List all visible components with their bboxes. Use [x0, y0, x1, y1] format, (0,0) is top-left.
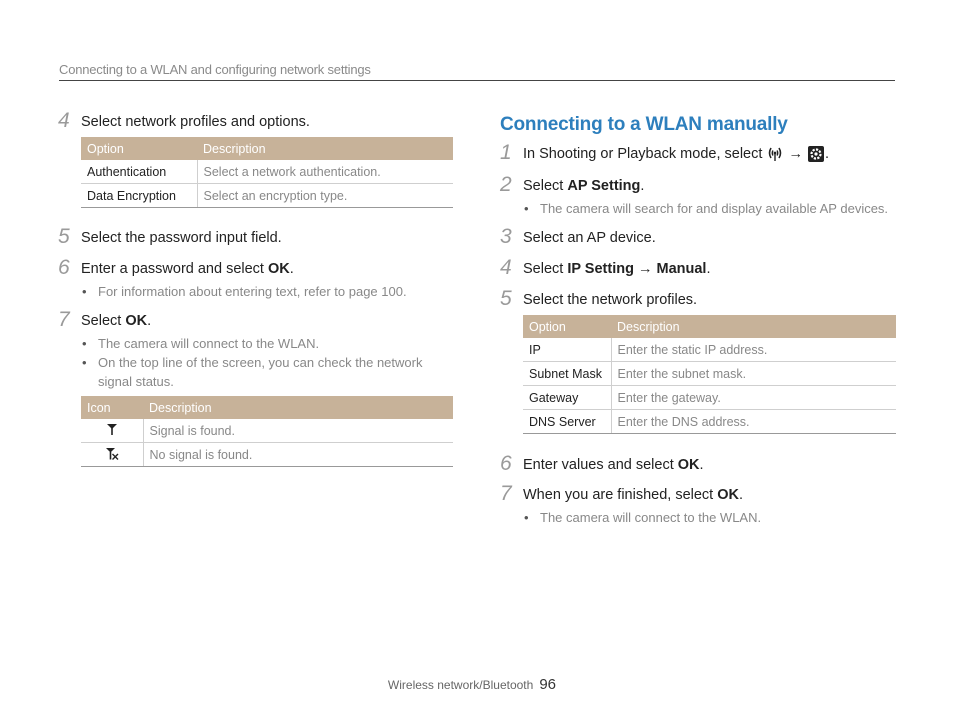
step-text: Select IP Setting → Manual.: [523, 261, 711, 277]
option-cell: IP: [523, 338, 611, 362]
step-4-right: [500, 256, 896, 279]
table-row: [81, 419, 453, 443]
step-1-right: [500, 141, 896, 164]
option-cell: DNS Server: [523, 410, 611, 434]
running-header: Connecting to a WLAN and configuring network settings: [59, 62, 371, 77]
step-number: 2: [500, 173, 512, 196]
step-number: 1: [500, 141, 512, 164]
option-cell: Authentication: [81, 160, 197, 184]
step-5-right: [500, 287, 896, 310]
column-header: Icon: [81, 396, 143, 419]
description-cell: Enter the gateway.: [611, 386, 896, 410]
table-row: [81, 443, 453, 467]
step-text: Select an AP device.: [523, 230, 656, 246]
step-number: 5: [58, 225, 70, 248]
list-item: • The camera will connect to the WLAN.: [82, 336, 320, 351]
step-text: Enter values and select OK.: [523, 457, 704, 473]
step-text: Enter a password and select OK.: [81, 261, 294, 277]
step-text: Select the network profiles.: [523, 292, 698, 308]
step-7-left: [58, 308, 454, 391]
step-text: Select network profiles and options.: [81, 114, 310, 130]
description-cell: Enter the static IP address.: [611, 338, 896, 362]
signal-found-icon: [106, 423, 118, 435]
table-row: [81, 160, 453, 184]
network-profile-table: [523, 315, 896, 434]
list-item: • The camera will search for and display available AP devices.: [524, 201, 889, 216]
column-header: Description: [611, 315, 896, 338]
step-number: 4: [58, 109, 70, 132]
bullet-list: [523, 508, 896, 527]
step-text: In Shooting or Playback mode, select → .: [523, 146, 830, 162]
step-4-left: [58, 109, 454, 132]
step-5-left: [58, 225, 454, 248]
list-item: • For information about entering text, refer to page 100.: [82, 284, 407, 299]
option-cell: Data Encryption: [81, 184, 197, 208]
list-item: • On the top line of the screen, you can check the network signal status.: [82, 355, 423, 389]
table-row: [81, 184, 453, 208]
right-column: [500, 114, 896, 527]
step-number: 4: [500, 256, 512, 279]
description-cell: Enter the subnet mask.: [611, 362, 896, 386]
section-title: Connecting to a WLAN manually: [500, 114, 788, 135]
column-header: Description: [197, 137, 453, 160]
table-row: [523, 386, 896, 410]
column-header: Description: [143, 396, 453, 419]
footer-section: Wireless network/Bluetooth: [387, 678, 534, 692]
arrow-glyph: →: [788, 146, 803, 162]
table-row: [523, 410, 896, 434]
step-3-right: [500, 225, 896, 248]
table-row: [523, 338, 896, 362]
step-text: Select AP Setting.: [523, 178, 645, 194]
description-cell: Signal is found.: [143, 419, 453, 443]
option-cell: Subnet Mask: [523, 362, 611, 386]
column-header: Option: [523, 315, 611, 338]
step-6-right: [500, 452, 896, 475]
settings-gear-icon: [807, 145, 825, 163]
list-item: • The camera will connect to the WLAN.: [524, 510, 762, 525]
step-text: When you are finished, select OK.: [523, 487, 744, 503]
option-cell: Gateway: [523, 386, 611, 410]
description-cell: Select an encryption type.: [197, 184, 453, 208]
icon-table: [81, 396, 453, 467]
left-column: [58, 109, 454, 467]
step-number: 6: [500, 452, 512, 475]
column-header: Option: [81, 137, 197, 160]
description-cell: No signal is found.: [143, 443, 453, 467]
step-text: Select OK.: [81, 313, 152, 329]
page-number: 96: [539, 676, 556, 693]
header-divider: [59, 80, 895, 81]
bullet-list: [81, 282, 454, 301]
wireless-icon: [766, 145, 784, 163]
step-number: 7: [58, 308, 70, 331]
step-number: 7: [500, 482, 512, 505]
table-row: [523, 362, 896, 386]
step-number: 5: [500, 287, 512, 310]
step-number: 3: [500, 225, 512, 248]
bullet-list: [523, 199, 896, 218]
description-cell: Select a network authentication.: [197, 160, 453, 184]
bullet-list: [81, 334, 454, 391]
description-cell: Enter the DNS address.: [611, 410, 896, 434]
step-2-right: [500, 173, 896, 218]
step-number: 6: [58, 256, 70, 279]
step-text: Select the password input field.: [81, 230, 282, 246]
step-6-left: [58, 256, 454, 301]
step-7-right: [500, 482, 896, 527]
no-signal-icon: [105, 447, 119, 460]
options-table: [81, 137, 453, 208]
page-footer: [388, 676, 556, 693]
